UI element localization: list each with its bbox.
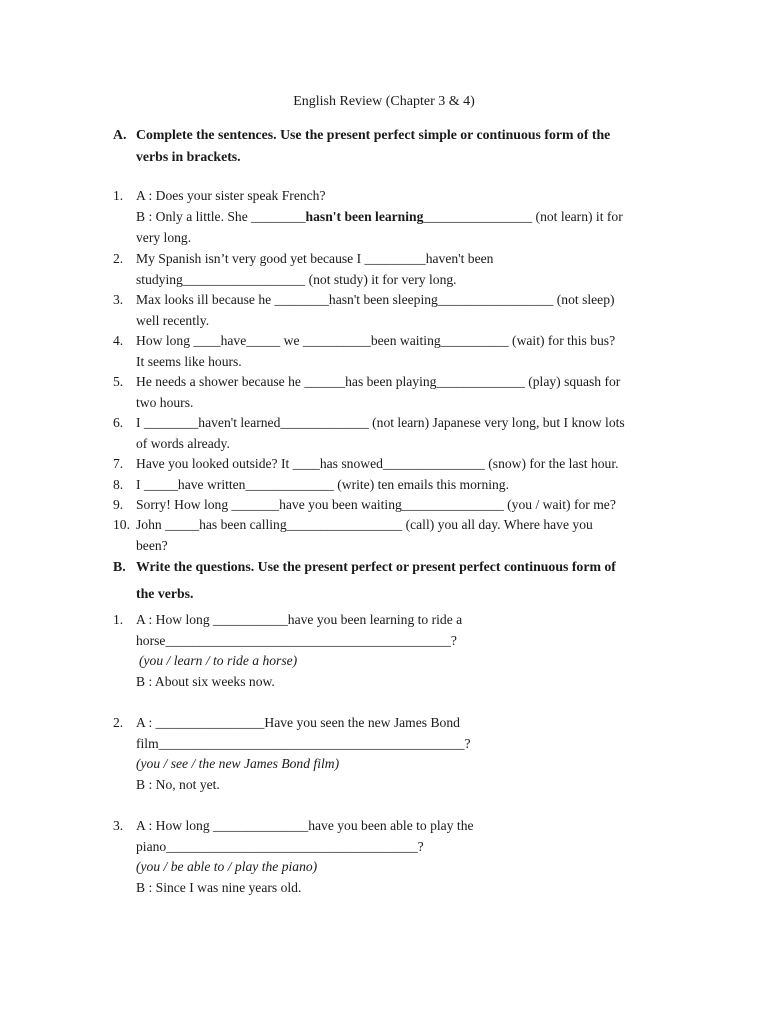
answer-line: B : Since I was nine years old. — [136, 880, 302, 895]
item-line: Have you looked outside? It ____has snowed_______________ (snow) for the last hour. — [136, 456, 619, 471]
item-line: Sorry! How long _______have you been waiting_______________ (you / wait) for me? — [136, 497, 616, 512]
item-number: 7. — [113, 456, 124, 471]
item-number: 3. — [113, 818, 124, 833]
item-line: two hours. — [136, 395, 194, 410]
item-line-part: B : Only a little. She ________ — [136, 209, 306, 224]
item-line: I _____have written_____________ (write) ten emails this morning. — [136, 477, 510, 492]
item-line: John _____has been calling_________________ (call) you all day. Where have you — [136, 517, 593, 532]
item-line: film_____________________________________________? — [136, 736, 471, 751]
section-b-heading — [113, 559, 683, 605]
item-line: How long ____have_____ we __________been waiting__________ (wait) for this bus? — [136, 333, 616, 348]
item-line: I ________haven't learned_____________ (not learn) Japanese very long, but I know lots — [136, 415, 625, 430]
hint-text: (you / learn / to ride a horse) — [139, 653, 298, 668]
item-number: 10. — [113, 517, 130, 532]
item-line — [136, 209, 623, 225]
item-line: well recently. — [136, 313, 210, 328]
section-a-letter: A. — [113, 127, 127, 142]
item-line-part: ________________ (not learn) it for — [423, 209, 623, 224]
item-line: A : How long ______________have you been able to play the — [136, 818, 474, 833]
item-line: It seems like hours. — [136, 354, 242, 369]
section-a-instruction-line-2: verbs in brackets. — [136, 149, 241, 164]
item-number: 2. — [113, 251, 124, 266]
item-number: 1. — [113, 188, 124, 203]
item-line: piano_____________________________________? — [136, 839, 424, 854]
section-b-instruction-line-2: the verbs. — [136, 586, 194, 601]
item-line: been? — [136, 538, 168, 553]
item-number: 3. — [113, 292, 124, 307]
item-line: of words already. — [136, 436, 230, 451]
item-line: A : How long ___________have you been learning to ride a — [136, 612, 463, 627]
item-line: He needs a shower because he ______has been playing_____________ (play) squash for — [136, 374, 621, 389]
item-line: A : ________________Have you seen the new James Bond — [136, 715, 460, 730]
item-number: 8. — [113, 477, 124, 492]
item-number: 4. — [113, 333, 124, 348]
section-b-letter: B. — [113, 559, 126, 574]
item-number: 6. — [113, 415, 124, 430]
item-line: Max looks ill because he ________hasn't been sleeping_________________ (not sleep) — [136, 292, 615, 307]
answer-line: B : No, not yet. — [136, 777, 220, 792]
item-number: 1. — [113, 612, 124, 627]
hint-text: (you / be able to / play the piano) — [136, 859, 318, 874]
section-a-instruction-line-1: Complete the sentences. Use the present perfect simple or continuous form of the — [136, 127, 611, 142]
section-a-heading — [113, 127, 683, 167]
item-line: horse__________________________________________? — [136, 633, 457, 648]
item-line: A : Does your sister speak French? — [136, 188, 326, 203]
item-number: 9. — [113, 497, 124, 512]
item-line: My Spanish isn’t very good yet because I _________haven't been — [136, 251, 494, 266]
item-line: studying__________________ (not study) it for very long. — [136, 272, 457, 287]
hint-text: (you / see / the new James Bond film) — [136, 756, 340, 771]
item-number: 5. — [113, 374, 124, 389]
page-title: English Review (Chapter 3 & 4) — [293, 94, 475, 109]
item-number: 2. — [113, 715, 124, 730]
answer-text: hasn't been learning — [305, 209, 424, 224]
section-b-instruction-line-1: Write the questions. Use the present perfect or present perfect continuous form of — [136, 559, 616, 574]
item-line: very long. — [136, 230, 192, 245]
answer-line: B : About six weeks now. — [136, 674, 275, 689]
